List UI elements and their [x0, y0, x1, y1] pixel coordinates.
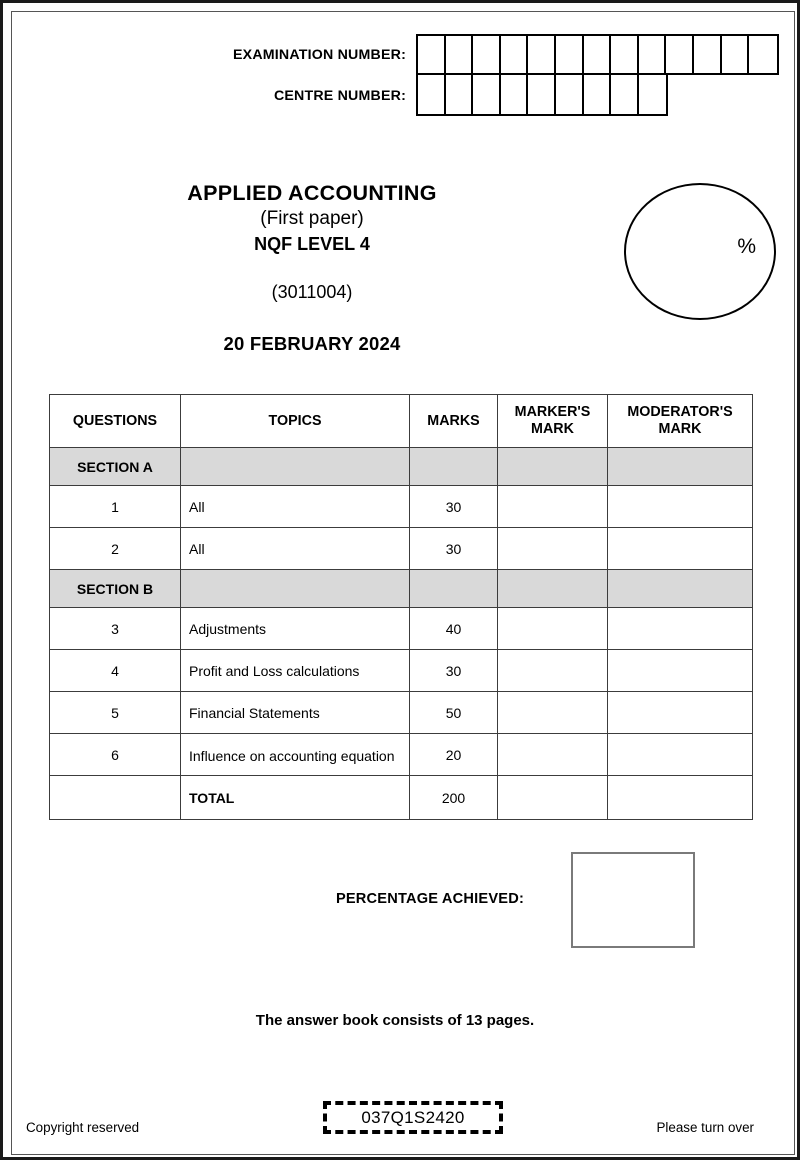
centre-number-input[interactable] — [416, 75, 668, 116]
column-header-questions: QUESTIONS — [50, 395, 181, 448]
section-b-topic-cell — [181, 570, 410, 608]
question-topic: Adjustments — [181, 608, 410, 650]
marks-summary-table — [49, 394, 753, 820]
paper-subtitle: (First paper) — [260, 208, 364, 229]
turn-over-text: Please turn over — [656, 1120, 754, 1135]
examination-number-input[interactable] — [416, 34, 779, 75]
section-b-marker-cell — [498, 570, 608, 608]
moderator-mark-field[interactable] — [608, 486, 753, 528]
centre-number-row — [12, 75, 795, 116]
section-a-label: SECTION A — [50, 448, 181, 486]
total-label: TOTAL — [181, 776, 410, 820]
moderator-mark-field[interactable] — [608, 692, 753, 734]
section-b-row — [50, 570, 753, 608]
page-footer — [12, 1120, 795, 1140]
table-row — [50, 734, 753, 776]
question-number: 2 — [50, 528, 181, 570]
centre-number-cell[interactable] — [473, 75, 501, 114]
examination-number-cell[interactable] — [722, 36, 750, 73]
examination-number-cell[interactable] — [639, 36, 667, 73]
marker-mark-field[interactable] — [498, 486, 608, 528]
table-row — [50, 692, 753, 734]
nqf-level: NQF LEVEL 4 — [254, 234, 370, 254]
section-a-row — [50, 448, 753, 486]
copyright-text: Copyright reserved — [26, 1120, 140, 1135]
question-marks: 40 — [410, 608, 498, 650]
section-a-marker-cell — [498, 448, 608, 486]
question-marks: 20 — [410, 734, 498, 776]
column-header-moderators-mark — [608, 395, 753, 448]
column-header-markers-mark — [498, 395, 608, 448]
question-topic: All — [181, 486, 410, 528]
centre-number-cell[interactable] — [639, 75, 667, 114]
examination-number-cell[interactable] — [473, 36, 501, 73]
question-marks: 50 — [410, 692, 498, 734]
question-marks: 30 — [410, 486, 498, 528]
moderator-mark-field[interactable] — [608, 734, 753, 776]
centre-number-cell[interactable] — [584, 75, 612, 114]
moderator-mark-field[interactable] — [608, 528, 753, 570]
moderator-mark-field[interactable] — [608, 608, 753, 650]
marker-mark-field[interactable] — [498, 692, 608, 734]
centre-number-cell[interactable] — [611, 75, 639, 114]
total-row — [50, 776, 753, 820]
question-topic: Profit and Loss calculations — [181, 650, 410, 692]
examination-number-cell[interactable] — [446, 36, 474, 73]
centre-number-cell[interactable] — [528, 75, 556, 114]
total-marks: 200 — [410, 776, 498, 820]
section-a-topic-cell — [181, 448, 410, 486]
section-a-marks-cell — [410, 448, 498, 486]
percentage-achieved-input[interactable] — [571, 852, 695, 948]
markers-mark-line-1: MARKER'S — [514, 404, 591, 420]
marker-mark-field[interactable] — [498, 608, 608, 650]
examination-number-cell[interactable] — [611, 36, 639, 73]
question-topic: Influence on accounting equation — [181, 734, 410, 776]
exam-date: 20 FEBRUARY 2024 — [223, 333, 401, 354]
column-header-topics: TOPICS — [181, 395, 410, 448]
moderator-mark-field[interactable] — [608, 650, 753, 692]
marker-mark-field[interactable] — [498, 734, 608, 776]
column-header-marks: MARKS — [410, 395, 498, 448]
question-number: 4 — [50, 650, 181, 692]
percentage-circle — [624, 183, 776, 320]
question-marks: 30 — [410, 528, 498, 570]
question-number: 6 — [50, 734, 181, 776]
examination-number-cell[interactable] — [584, 36, 612, 73]
moderators-mark-line-1: MODERATOR'S — [627, 404, 733, 420]
section-b-label: SECTION B — [50, 570, 181, 608]
table-row — [50, 486, 753, 528]
centre-number-label: CENTRE NUMBER: — [273, 87, 406, 104]
percent-symbol: % — [737, 235, 756, 258]
title-block — [12, 180, 612, 356]
question-number: 1 — [50, 486, 181, 528]
examination-number-cell[interactable] — [666, 36, 694, 73]
section-b-marks-cell — [410, 570, 498, 608]
total-moderator-mark-field[interactable] — [608, 776, 753, 820]
table-row — [50, 528, 753, 570]
centre-number-cell[interactable] — [446, 75, 474, 114]
markers-mark-line-2: MARK — [531, 421, 574, 437]
subject-title: APPLIED ACCOUNTING — [187, 181, 437, 205]
marks-table-head — [50, 395, 753, 448]
table-row — [50, 608, 753, 650]
question-number: 3 — [50, 608, 181, 650]
examination-number-cell[interactable] — [749, 36, 777, 73]
marks-table-header-row — [50, 395, 753, 448]
answer-book-note: The answer book consists of 13 pages. — [255, 1012, 535, 1029]
centre-number-cell[interactable] — [501, 75, 529, 114]
marks-table-body — [50, 448, 753, 820]
examination-number-cell[interactable] — [694, 36, 722, 73]
question-number: 5 — [50, 692, 181, 734]
examination-number-cell[interactable] — [501, 36, 529, 73]
total-empty-cell — [50, 776, 181, 820]
marker-mark-field[interactable] — [498, 528, 608, 570]
examination-number-cell[interactable] — [528, 36, 556, 73]
centre-number-cell[interactable] — [556, 75, 584, 114]
paper-code-text: 037Q1S2420 — [361, 1107, 465, 1127]
examination-number-row — [12, 34, 795, 75]
question-topic: All — [181, 528, 410, 570]
examination-number-cell[interactable] — [556, 36, 584, 73]
identification-block — [12, 34, 795, 116]
centre-number-cell[interactable] — [418, 75, 446, 114]
question-topic: Financial Statements — [181, 692, 410, 734]
table-row — [50, 650, 753, 692]
examination-number-cell[interactable] — [418, 36, 446, 73]
subject-code: (3011004) — [271, 282, 353, 302]
moderators-mark-line-2: MARK — [658, 421, 702, 437]
marker-mark-field[interactable] — [498, 650, 608, 692]
percentage-achieved-label: PERCENTAGE ACHIEVED: — [335, 891, 524, 907]
total-marker-mark-field[interactable] — [498, 776, 608, 820]
examination-number-label: EXAMINATION NUMBER: — [233, 46, 406, 63]
section-b-moderator-cell — [608, 570, 753, 608]
section-a-moderator-cell — [608, 448, 753, 486]
question-marks: 30 — [410, 650, 498, 692]
exam-cover-page — [11, 11, 795, 1155]
